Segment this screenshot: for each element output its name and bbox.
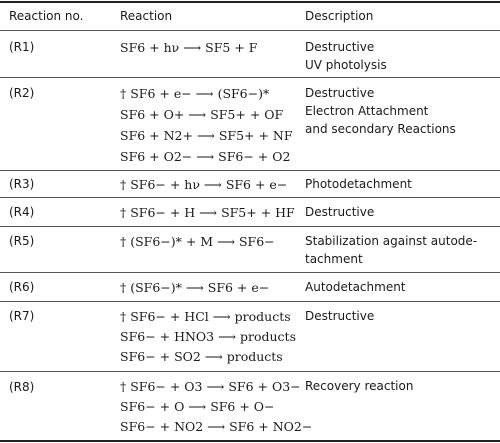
row-no: (R5) <box>9 234 35 248</box>
row-rule <box>0 301 500 302</box>
top-rule <box>0 1 500 3</box>
row-no: (R2) <box>9 86 35 100</box>
reaction-equation: † (SF6−)* + M ⟶ SF6− <box>120 234 275 249</box>
reaction-equation: † SF6 + e− ⟶ (SF6−)* <box>120 86 270 101</box>
row-rule <box>0 77 500 78</box>
row-rule <box>0 371 500 372</box>
row-no: (R4) <box>9 205 35 219</box>
row-rule <box>0 226 500 227</box>
row-description: Photodetachment <box>305 177 412 191</box>
row-rule <box>0 170 500 171</box>
row-description: Autodetachment <box>305 280 406 294</box>
row-no: (R7) <box>9 309 35 323</box>
reaction-equation: † SF6− + O3 ⟶ SF6 + O3− <box>120 379 301 394</box>
row-description: Stabilization against autode- tachment <box>305 234 478 266</box>
row-no: (R6) <box>9 280 35 294</box>
row-rule <box>0 197 500 198</box>
reaction-equation: SF6 + hν ⟶ SF5 + F <box>120 40 258 55</box>
row-no: (R1) <box>9 40 35 54</box>
reaction-equation: SF6− + NO2 ⟶ SF6 + NO2− <box>120 419 313 434</box>
row-description: Destructive <box>305 205 375 219</box>
reaction-equation: SF6 + O+ ⟶ SF5+ + OF <box>120 107 284 122</box>
reaction-equation: † (SF6−)* ⟶ SF6 + e− <box>120 280 270 295</box>
reaction-equation: SF6 + O2− ⟶ SF6− + O2 <box>120 149 291 164</box>
row-description: Destructive Electron Attachment and secondary Reactions <box>305 86 456 136</box>
reaction-equation: † SF6− + hν ⟶ SF6 + e− <box>120 177 288 192</box>
reaction-equation: SF6 + N2+ ⟶ SF5+ + NF <box>120 128 293 143</box>
row-no: (R8) <box>9 380 35 394</box>
reaction-equation: † SF6− + H ⟶ SF5+ + HF <box>120 205 295 220</box>
reaction-equation: † SF6− + HCl ⟶ products <box>120 309 291 324</box>
header-reaction-no: Reaction no. <box>9 9 84 23</box>
reaction-equation: SF6− + HNO3 ⟶ products <box>120 329 296 344</box>
row-description: Destructive UV photolysis <box>305 40 387 72</box>
header-rule <box>0 30 500 31</box>
reaction-equation: SF6− + O ⟶ SF6 + O− <box>120 399 275 414</box>
reaction-equation: SF6− + SO2 ⟶ products <box>120 349 283 364</box>
row-description: Destructive <box>305 309 375 323</box>
row-rule <box>0 272 500 273</box>
bottom-rule <box>0 440 500 442</box>
row-description: Recovery reaction <box>305 379 414 393</box>
row-no: (R3) <box>9 177 35 191</box>
header-description: Description <box>305 9 374 23</box>
header-reaction: Reaction <box>120 9 173 23</box>
